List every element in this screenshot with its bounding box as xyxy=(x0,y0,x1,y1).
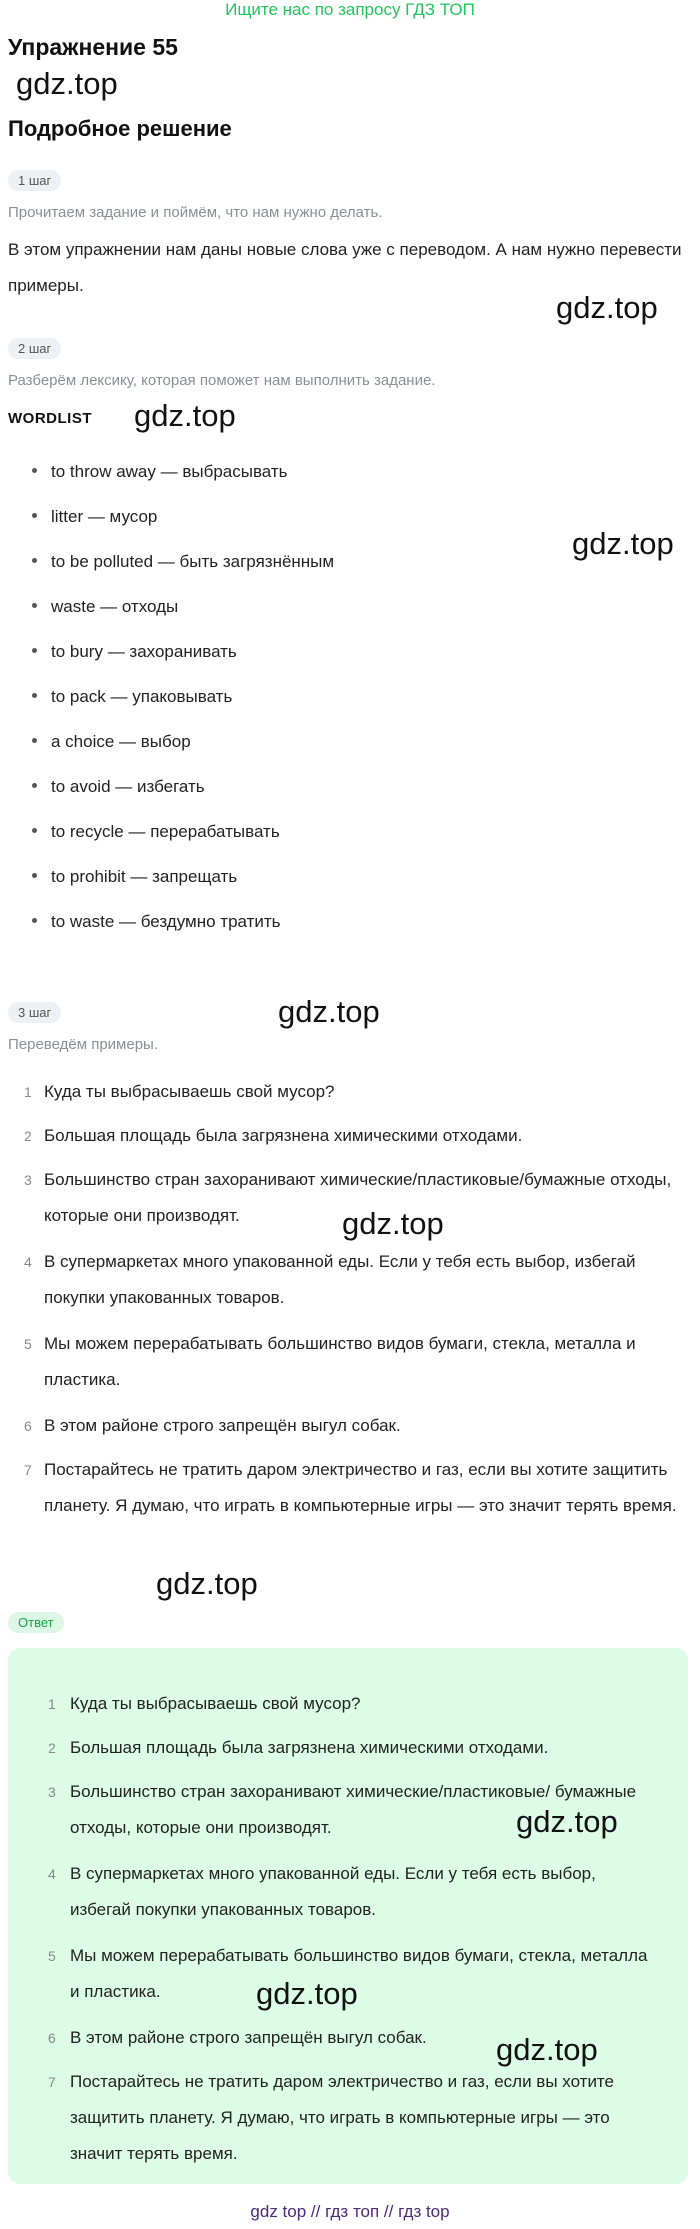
translation-item: 4 В супермаркетах много упакованной еды. Если у тебя есть выбор, избегай покупки упакованных товаров. xyxy=(24,1252,636,1307)
search-banner: Ищите нас по запросу ГДЗ ТОП xyxy=(225,0,475,19)
watermark: gdz.top xyxy=(256,1976,358,2011)
translation-item: 6 В этом районе строго запрещён выгул собак. xyxy=(24,1416,401,1435)
wordlist-item: to throw away — выбрасывать xyxy=(32,462,288,482)
watermark: gdz.top xyxy=(556,290,658,325)
watermark: gdz.top xyxy=(342,1206,444,1241)
watermark: gdz.top xyxy=(156,1566,258,1601)
step-2-hint: Разберём лексику, которая поможет нам выполнить задание. xyxy=(8,372,436,389)
wordlist-item: to be polluted — быть загрязнённым xyxy=(32,552,334,572)
wordlist-item: litter — мусор xyxy=(32,507,157,527)
answer-item: 2 Большая площадь была загрязнена химическими отходами. xyxy=(48,1738,549,1757)
wordlist-item: to waste — бездумно тратить xyxy=(32,912,281,932)
watermark: gdz.top xyxy=(134,398,236,433)
watermark: gdz.top xyxy=(496,2032,598,2067)
step-1-hint: Прочитаем задание и поймём, что нам нужно делать. xyxy=(8,204,383,221)
answer-item: 6 В этом районе строго запрещён выгул собак. xyxy=(48,2028,427,2047)
wordlist-item: a choice — выбор xyxy=(32,732,191,752)
translation-item: 1 Куда ты выбрасываешь свой мусор? xyxy=(24,1082,335,1101)
wordlist-label: WORDLIST xyxy=(8,410,92,427)
answer-item: 7 Постарайтесь не тратить даром электричество и газ, если вы хотите защитить планету. Я думаю, что играть в компьютерные игры — это значит терять время. xyxy=(48,2072,614,2163)
translation-item: 7 Постарайтесь не тратить даром электричество и газ, если вы хотите защитить планету. Я думаю, что играть в компьютерные игры — это значит терять время. xyxy=(24,1460,677,1515)
wordlist-item: to bury — захоранивать xyxy=(32,642,237,662)
step-1-text: В этом упражнении нам даны новые слова уже с переводом. А нам нужно перевести примеры. xyxy=(8,240,682,295)
footer-links: gdz top // гдз топ // гдз top xyxy=(250,2202,450,2221)
step-2-chip: 2 шаг xyxy=(8,338,61,359)
step-3-chip: 3 шаг xyxy=(8,1002,61,1023)
wordlist-item: to pack — упаковывать xyxy=(32,687,232,707)
answer-chip: Ответ xyxy=(8,1612,64,1633)
step-3-hint: Переведём примеры. xyxy=(8,1036,158,1053)
translation-item: 5 Мы можем перерабатывать большинство видов бумаги, стекла, металла и пластика. xyxy=(24,1334,636,1389)
watermark: gdz.top xyxy=(572,526,674,561)
wordlist-item: to recycle — перерабатывать xyxy=(32,822,280,842)
watermark: gdz.top xyxy=(516,1804,618,1839)
watermark: gdz.top xyxy=(16,66,118,101)
wordlist-item: to prohibit — запрещать xyxy=(32,867,237,887)
watermark: gdz.top xyxy=(278,994,380,1029)
wordlist-item: waste — отходы xyxy=(32,597,178,617)
answer-item: 4 В супермаркетах много упакованной еды. Если у тебя есть выбор, избегай покупки упакованных товаров. xyxy=(48,1864,596,1919)
answer-item: 3 Большинство стран захоранивают химические/пластиковые/ бумажные отходы, которые они производят. xyxy=(48,1782,637,1837)
wordlist-item: to avoid — избегать xyxy=(32,777,205,797)
answer-item: 5 Мы можем перерабатывать большинство видов бумаги, стекла, металла и пластика. xyxy=(48,1946,648,2001)
translation-item: 2 Большая площадь была загрязнена химическими отходами. xyxy=(24,1126,523,1145)
translation-item: 3 Большинство стран захоранивают химические/пластиковые/бумажные отходы, которые они производят. xyxy=(24,1170,672,1225)
answer-item: 1 Куда ты выбрасываешь свой мусор? xyxy=(48,1694,361,1713)
solution-subtitle: Подробное решение xyxy=(8,116,232,141)
exercise-title: Упражнение 55 xyxy=(8,34,178,60)
step-1-chip: 1 шаг xyxy=(8,170,61,191)
